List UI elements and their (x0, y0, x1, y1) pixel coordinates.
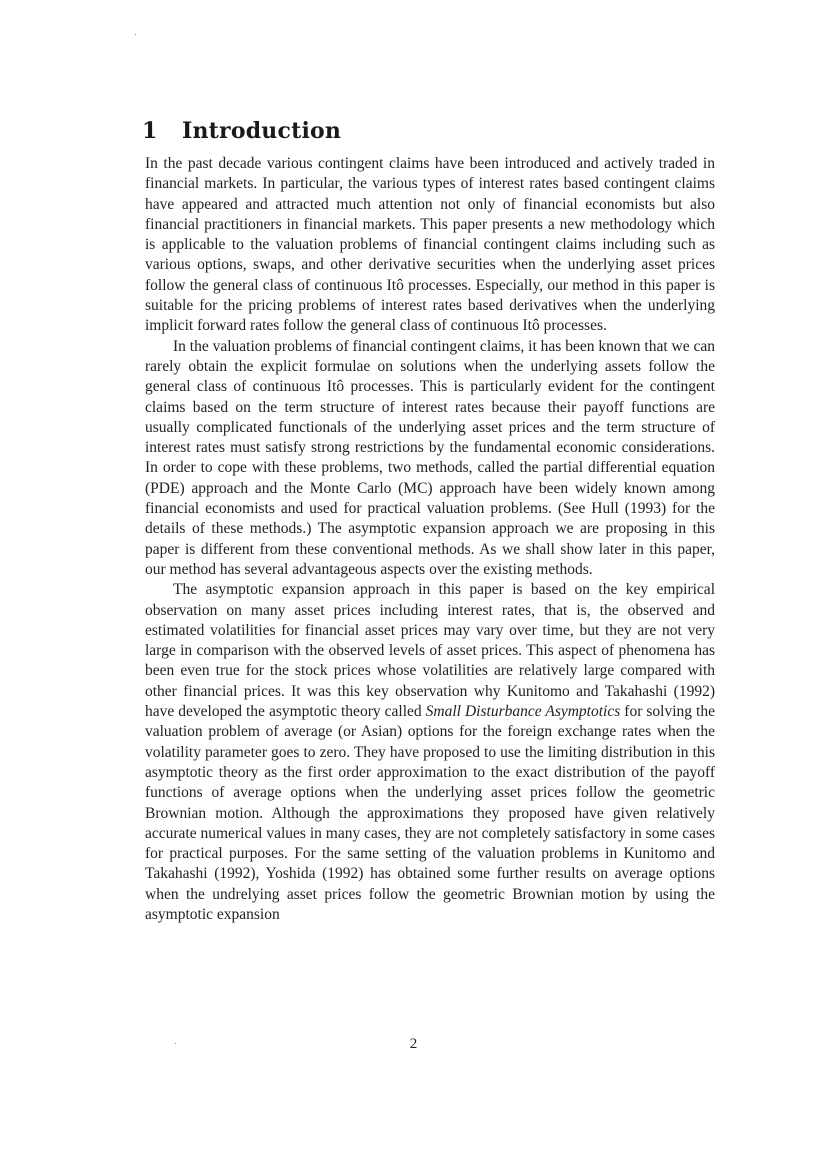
paragraph-3-part-1: The asymptotic expansion approach in this paper is based on the key empirical observation on many asset prices including interest rates, that is, the observed and estimated volatilities for financial asset prices may vary over time, but they are not very large in comparison with the observed levels of asset prices. This aspect of phenomena has been even true for the stock prices whose volatilities are relatively large compared with other financial prices. It was this key observation why Kunitomo and Takahashi (1992) have developed the asymptotic theory called (145, 581, 715, 721)
section-body (145, 154, 715, 925)
page-number: 2 (409, 1036, 418, 1052)
emphasized-term: Small Disturbance Asymptotics (425, 703, 621, 721)
paragraph-3-part-2: for solving the valuation problem of average (or Asian) options for the foreign exchange rates when the volatility parameter goes to zero. They have proposed to use the limiting distribution in this asymptotic theory as the first order approximation to the exact distribution of the payoff functions of average options when the underlying asset prices follow the geometric Brownian motion. Although the approximations they proposed have given relatively accurate numerical values in many cases, they are not completely satisfactory in some cases for practical purposes. For the same setting of the valuation problems in Kunitomo and Takahashi (1992), Yoshida (1992) has obtained some further results on average options when the undrelying asset prices follow the geometric Brownian motion by using the asymptotic expansion (145, 703, 715, 923)
paragraph-1: In the past decade various contingent claims have been introduced and actively traded in financial markets. In particular, the various types of interest rates based contingent claims have appeared and attracted much attention not only of financial economists but also financial practitioners in financial markets. This paper presents a new methodology which is applicable to the valuation problems of financial contingent claims including such as various options, swaps, and other derivative securities when the underlying asset prices follow the general class of continuous Itô processes. Especially, our method in this paper is suitable for the pricing problems of interest rates based derivatives when the underlying implicit forward rates follow the general class of continuous Itô processes. (145, 155, 715, 335)
section-heading (142, 118, 341, 144)
section-number: 1 (142, 118, 158, 144)
paragraph-2: In the valuation problems of financial contingent claims, it has been known that we can rarely obtain the explicit formulae on solutions when the underlying assets follow the general class of continuous Itô processes. This is particularly evident for the contingent claims based on the term structure of interest rates because their payoff functions are usually complicated functionals of the underlying asset prices and the term structure of interest rates must satisfy strong restrictions by the fundamental economic considerations. In order to cope with these problems, two methods, called the partial differential equation (PDE) approach and the Monte Carlo (MC) approach have been widely known among financial economists and used for practical valuation problems. (See Hull (1993) for the details of these methods.) The asymptotic expansion approach we are proposing in this paper is different from these conventional methods. As we shall show later in this paper, our method has several advantageous aspects over the existing methods. (145, 337, 715, 578)
section-title: Introduction (182, 118, 342, 144)
scan-speck (135, 34, 136, 35)
paragraph-3 (145, 580, 715, 925)
